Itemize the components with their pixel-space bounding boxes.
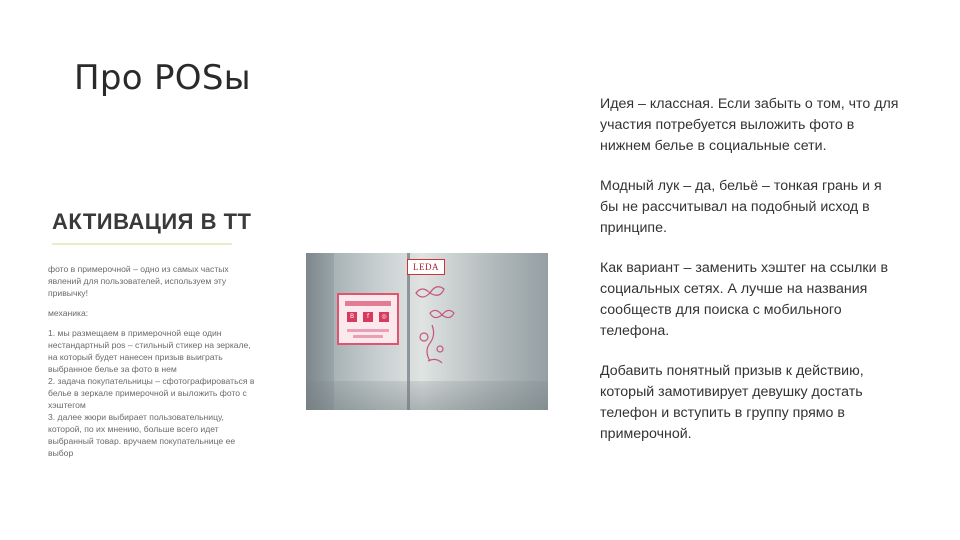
social-icon: f xyxy=(363,312,373,322)
embedded-line: явлений для пользователей, используем эту xyxy=(48,276,227,286)
note-paragraph-4: Добавить понятный призыв к действию, который замотивирует девушку достать телефон и вступить в группу прямо в примерочной. xyxy=(600,363,864,442)
embedded-line: 1. мы размещаем в примерочной еще один xyxy=(48,328,222,338)
embedded-line: хэштегом xyxy=(48,400,86,410)
social-icon: B xyxy=(347,312,357,322)
floor-shadow xyxy=(306,381,548,410)
brand-logo: LEDA xyxy=(407,259,445,275)
embedded-line: выбранное белье за фото в нем xyxy=(48,364,177,374)
social-icon: ◎ xyxy=(379,312,389,322)
embedded-line: 3. далее жюри выбирает пользовательницу, xyxy=(48,412,224,422)
sticker-header xyxy=(345,301,391,306)
slide-title: Про POSы xyxy=(74,58,251,98)
heading-underline xyxy=(52,243,232,245)
embedded-heading: АКТИВАЦИЯ В ТТ xyxy=(52,209,252,234)
embedded-line: привычку! xyxy=(48,288,88,298)
embedded-line: выбранный товар. вручаем покупательнице ее xyxy=(48,436,236,446)
mirror-sticker xyxy=(337,293,399,345)
butterfly-decal-icon xyxy=(410,275,460,375)
embedded-line: механика: xyxy=(48,308,89,318)
embedded-line-gap xyxy=(48,299,288,307)
embedded-line: выбор xyxy=(48,448,74,458)
sticker-text-line xyxy=(347,329,389,332)
embedded-line: которой, по их мнению, больше всего идет xyxy=(48,424,219,434)
embedded-line: нестандартный pos – стильный стикер на зеркале, xyxy=(48,340,251,350)
embedded-line: белье в зеркале примерочной и выложить фото с xyxy=(48,388,247,398)
embedded-line-gap xyxy=(48,319,288,327)
fitting-room-photo xyxy=(306,253,548,410)
embedded-line: на который будет нанесен призыв выиграть xyxy=(48,352,223,362)
note-paragraph-1: Идея – классная. Если забыть о том, что для участия потребуется выложить фото в нижнем белье в социальные сети. xyxy=(600,96,899,154)
sticker-text-line xyxy=(353,335,383,338)
note-paragraph-3: Как вариант – заменить хэштег на ссылки в социальных сетях. А лучше на названия сообществ для поиска с мобильного телефона. xyxy=(600,260,889,339)
note-paragraph-2: Модный лук – да, бельё – тонкая грань и я бы не рассчитывал на подобный исход в принципе. xyxy=(600,178,882,236)
embedded-body-text xyxy=(48,263,288,459)
embedded-line: фото в примерочной – одно из самых частых xyxy=(48,264,229,274)
embedded-line: 2. задача покупательницы – сфотографироваться в xyxy=(48,376,255,386)
notes-column xyxy=(600,94,900,464)
